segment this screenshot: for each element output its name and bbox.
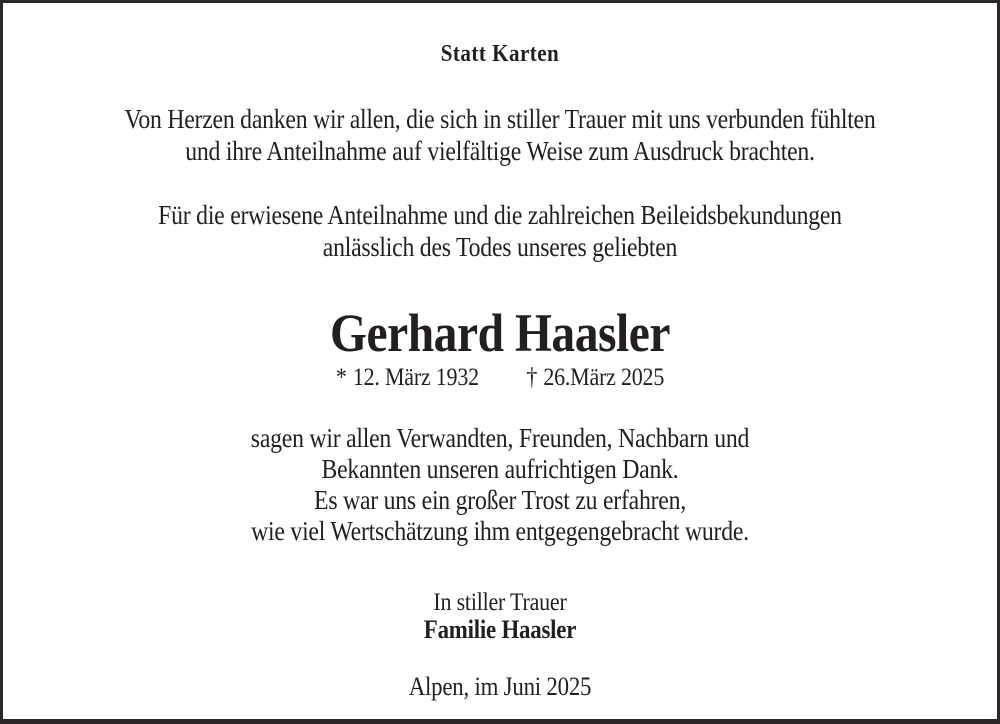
death-date [526, 364, 664, 391]
text-line: Bekannten unseren aufrichtigen Dank. [321, 454, 679, 484]
text-line: sagen wir allen Verwandten, Freunden, Nachbarn und [250, 423, 750, 453]
text-line: Von Herzen danken wir allen, die sich in stiller Trauer mit uns verbunden fühlten [124, 104, 876, 134]
birth-star-symbol: * [335, 364, 347, 391]
closing-line: In stiller Trauer [433, 589, 567, 616]
death-date-text: 26.März 2025 [543, 364, 665, 391]
gratitude-paragraph [63, 423, 938, 547]
family-signature: Familie Haasler [423, 615, 577, 644]
thanks-paragraph [63, 103, 938, 167]
text-line: anlässlich des Todes unseres geliebten [322, 232, 678, 262]
text-line: und ihre Anteilnahme auf vielfältige Weise zum Ausdruck brachten. [185, 136, 815, 166]
intro-paragraph [63, 199, 938, 263]
life-dates [63, 363, 938, 393]
notice-header: Statt Karten [440, 41, 560, 67]
deceased-name: Gerhard Haasler [330, 303, 670, 363]
closing-block [63, 589, 938, 644]
text-line: Es war uns ein großer Trost zu erfahren, [314, 485, 686, 515]
death-cross-symbol: † [526, 364, 538, 391]
place-and-date: Alpen, im Juni 2025 [408, 672, 592, 701]
birth-date-text: 12. März 1932 [352, 364, 479, 391]
birth-date [336, 364, 479, 391]
text-line: Für die erwiesene Anteilnahme und die zahlreichen Beileidsbekundungen [158, 200, 842, 230]
text-line: wie viel Wertschätzung ihm entgegengebracht wurde. [251, 516, 749, 546]
